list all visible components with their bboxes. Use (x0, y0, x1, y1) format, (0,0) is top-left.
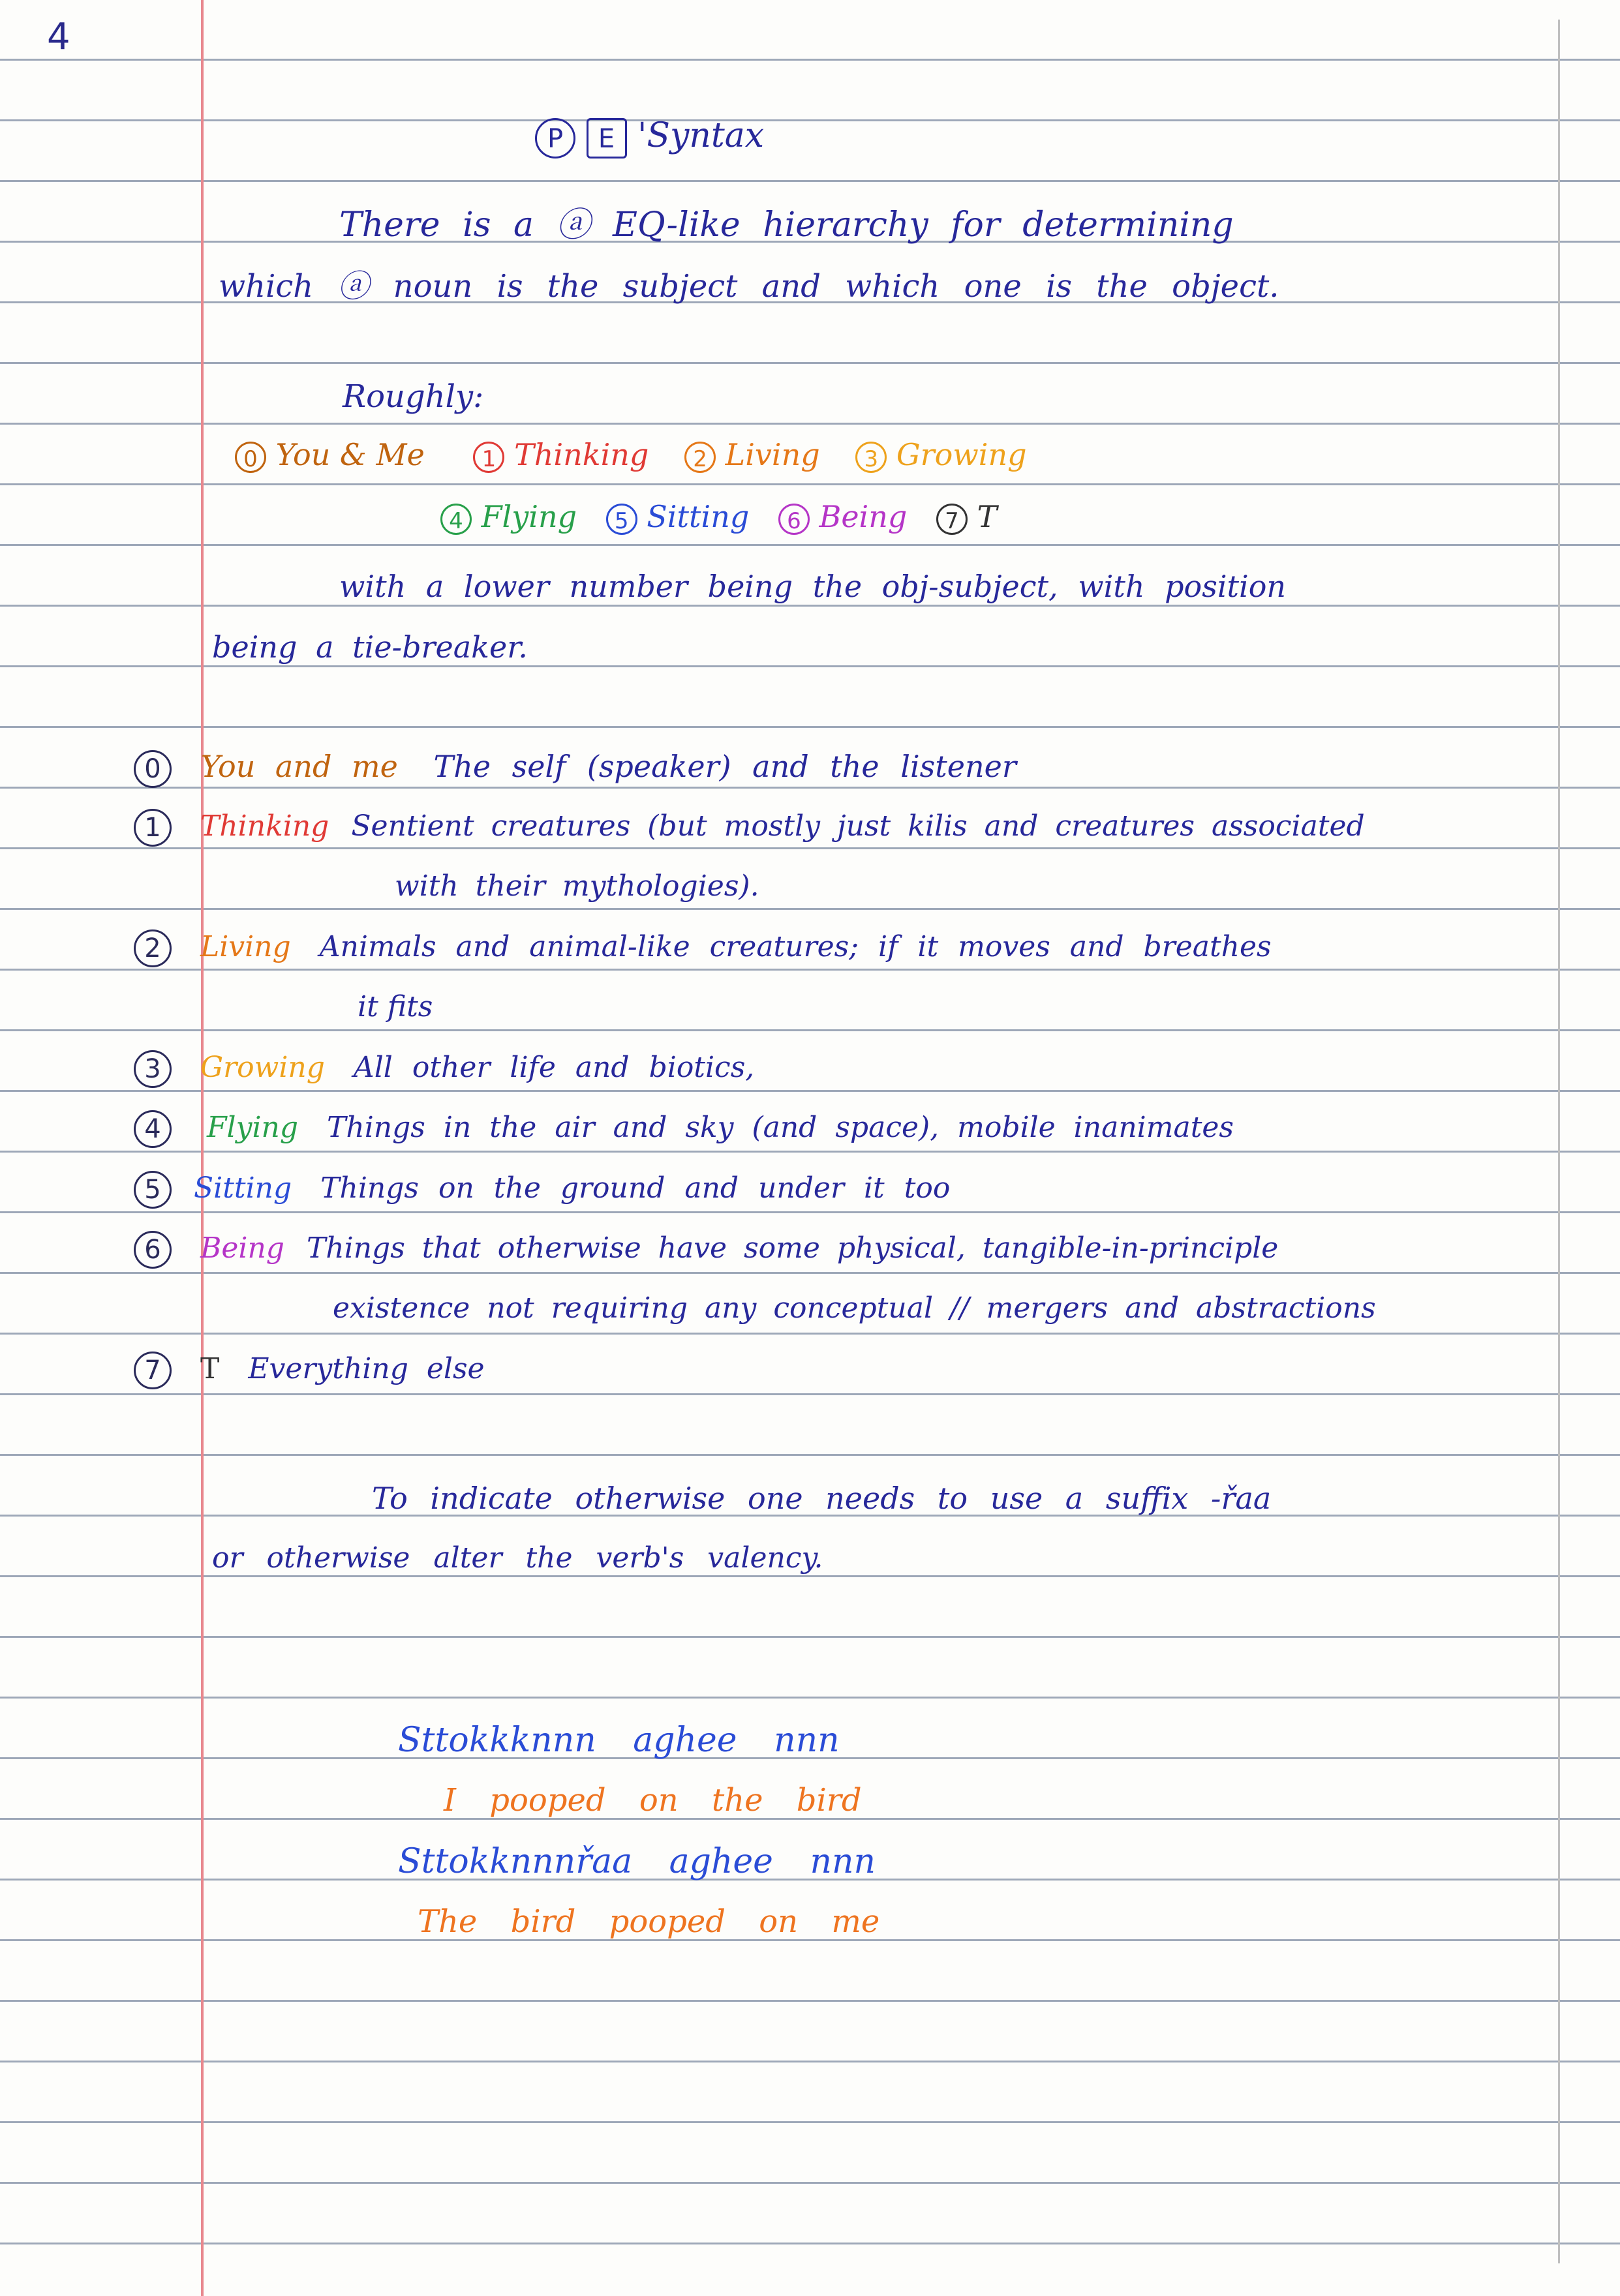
definition-0: 0 You and me The self (speaker) and the listener (134, 749, 1016, 788)
example-1-translation: I pooped on the bird (444, 1782, 862, 1819)
roughly-row-2 (440, 499, 997, 535)
title-text: 'Syntax (637, 116, 765, 155)
roughly-note-2: being a tie-breaker. (212, 629, 528, 665)
example-2-source: Sttokknnnřaa aghee nnn (398, 1842, 876, 1881)
intro-line-1: There is a ⓐ EQ-like hierarchy for determining (339, 205, 1234, 245)
roughly-note-1: with a lower number being the obj-subject, with position (339, 569, 1287, 604)
definition-2: 2 Living Animals and animal-like creatures; if it moves and breathes (134, 929, 1272, 967)
page-title (535, 116, 764, 159)
suffix-note-2: or otherwise alter the verb's valency. (212, 1541, 823, 1575)
intro-line-2: which ⓐ noun is the subject and which one is the object. (219, 268, 1279, 305)
example-2-translation: The bird pooped on me (418, 1903, 880, 1940)
rank-t: 7 T (936, 499, 997, 534)
rank-sitting: 5 Sitting (606, 499, 750, 534)
right-edge-line (1558, 20, 1560, 2263)
example-1-source: Sttokkknnn aghee nnn (398, 1721, 840, 1760)
definition-5: 5 Sitting Things on the ground and under it too (134, 1171, 950, 1209)
rank-living: 2 Living (684, 437, 820, 472)
definition-1: 1 Thinking Sentient creatures (but mostly just kilis and creatures associated (134, 809, 1365, 847)
page-number: 4 (47, 16, 70, 58)
roughly-label: Roughly: (343, 378, 484, 415)
definition-7: 7 T Everything else (134, 1352, 485, 1389)
roughly-row-1 (235, 437, 1027, 473)
title-letter-p: P (535, 118, 575, 159)
title-letter-e: E (587, 118, 627, 159)
definition-6-cont: existence not requiring any conceptual // mergers and abstractions (333, 1292, 1376, 1325)
rank-being: 6 Being (778, 499, 907, 534)
rank-thinking: 1 Thinking (473, 437, 649, 472)
rank-you-me: 0 You & Me (235, 437, 425, 472)
rank-growing: 3 Growing (855, 437, 1026, 472)
margin-line (201, 0, 204, 2296)
definition-1-cont: with their mythologies). (395, 869, 759, 903)
definition-3: 3 Growing All other life and biotics, (134, 1050, 754, 1088)
definition-4: 4 Flying Things in the air and sky (and space), mobile inanimates (134, 1110, 1234, 1148)
definition-6: 6 Being Things that otherwise have some physical, tangible-in-principle (134, 1231, 1278, 1269)
suffix-note-1: To indicate otherwise one needs to use a suffix -řaa (372, 1481, 1272, 1516)
rank-flying: 4 Flying (440, 499, 577, 534)
definition-2-cont: it fits (358, 990, 433, 1023)
